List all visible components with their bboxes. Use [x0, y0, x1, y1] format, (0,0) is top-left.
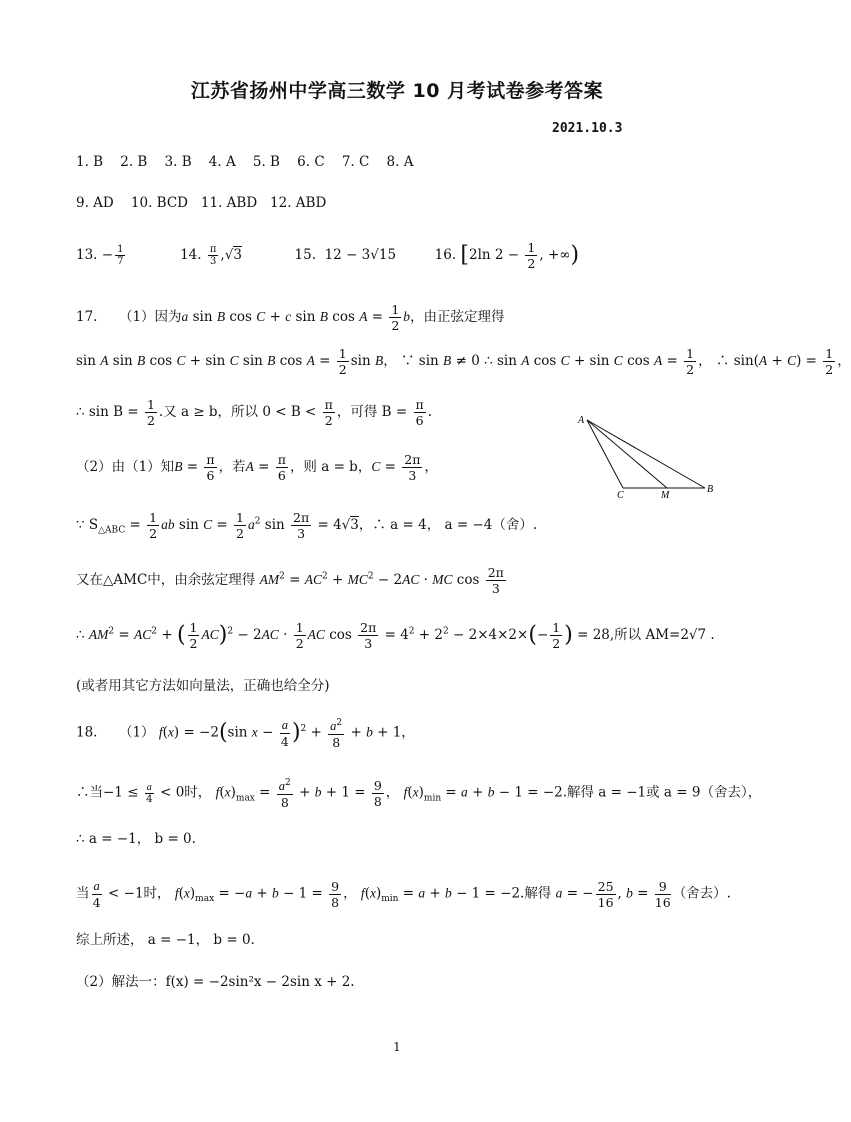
page-title: 江苏省扬州中学高三数学 10 月考试卷参考答案	[190, 80, 604, 102]
q17-again: .又 a ≥ b，所以 0 < B <	[158, 404, 317, 420]
q18-line-1: 18. （1） f(x) = −2(sin x − $\frac{a}{4}$ )$^2$ + $\frac{a^2}{8}$ + b + 1，	[76, 718, 415, 751]
q17-area-tail: ，∴ a = 4， a = −4（舍）.	[358, 517, 538, 533]
q14-answer: $\frac{\pi}{3}$ ,√3	[209, 244, 242, 267]
q17-get: ，可得 B =	[336, 404, 408, 420]
q18-case2-intro: 当	[76, 885, 90, 902]
label-c: C	[617, 490, 624, 501]
answer-item: 1. B	[76, 154, 104, 170]
q18-summary: 综上所述， a = −1， b = 0.	[76, 932, 255, 948]
q18-part1: （1）	[118, 724, 155, 741]
q15-answer: 12 − 3√15	[324, 247, 397, 263]
q13-answer: − $\frac{1}{7}$	[101, 244, 124, 267]
answers-row-3	[76, 240, 579, 271]
q14-label: 14.	[180, 247, 202, 263]
q17-line-1: 17. （1）因为a sin B cos C + c sin B cos A = $\frac{1}{2}$ b，由正弦定理得	[76, 302, 505, 333]
q16-answer: [2ln 2 − $\frac{1}{2}$ , +∞)	[460, 240, 580, 271]
q17-if: ，若	[218, 459, 246, 475]
q16-label: 16.	[434, 247, 457, 263]
answer-item: 12. ABD	[270, 195, 327, 211]
q18-part2-expr: f(x) = −2sin²x − 2sin x + 2.	[165, 974, 355, 990]
answers-row-2	[76, 193, 326, 213]
q18-case1-tail: 时，	[184, 784, 212, 801]
label-b: B	[707, 484, 714, 495]
answer-item: 6. C	[297, 154, 325, 170]
q17-cos-law-intro: 又在△AMC中，由余弦定理得	[76, 572, 256, 588]
q17-part1-intro: （1）因为	[118, 309, 182, 325]
label-a: A	[578, 415, 585, 426]
q18-line-6	[76, 972, 355, 992]
answer-item: 3. B	[164, 154, 192, 170]
q17-label: 17.	[76, 309, 98, 325]
page-number: 1	[393, 1040, 401, 1054]
q15-label: 15.	[294, 247, 316, 263]
date: 2021.10.3	[552, 121, 623, 136]
q18-line-4: 当 $\frac{a}{4}$ < −1时， $f(x)_{max} = -a + b - 1$ = $\frac{9}{8}$ ， $f(x)_{min} = a + b - 1 = -2$.解得 a = − $\frac{25}{16}$ , b = $\frac{9}{16}$ （舍去）.	[76, 878, 731, 910]
answer-item: 7. C	[341, 154, 370, 170]
label-m: M	[661, 490, 670, 501]
q17-line-7: ∴ $AM^2 = AC^2$ + ( $\frac{1}{2}$ AC)$^2$ − 2AC · $\frac{1}{2}$ AC cos $\frac{2\pi}{3}$ = $4^2 + 2^2 - 2\times 4\times 2\times(-$ $\frac{1}{2}$ ) = 28,所以 AM=2√7 .	[76, 620, 715, 651]
q18-result1: ∴ a = −1， b = 0.	[76, 831, 196, 847]
q17-line-4: （2）由（1）知B = $\frac{\pi}{6}$ ，若A = $\frac{\pi}{6}$ ，则 a = b，C = $\frac{2\pi}{3}$ ，	[76, 452, 438, 483]
q17-part2-intro: （2）由（1）知	[76, 459, 175, 475]
answer-item: 5. B	[252, 154, 280, 170]
answer-item: 10. BCD	[130, 195, 189, 211]
q17-then: ，则 a = b，	[289, 459, 372, 475]
q18-case1-solve: .解得 a = −1或 a = 9（舍去），	[562, 784, 762, 801]
q18-label: 18.	[76, 724, 98, 741]
triangle-figure	[575, 410, 725, 500]
q17-part1-tail: ，由正弦定理得	[410, 309, 505, 325]
answer-item: 8. A	[386, 154, 414, 170]
q18-case1-intro: ∴当	[76, 784, 103, 801]
segment-am	[587, 420, 667, 488]
q17-line-3: ∴ sin B = $\frac{1}{2}$ .又 a ≥ b，所以 0 < B < $\frac{\pi}{2}$ ，可得 B = $\frac{\pi}{6}$ .	[76, 397, 433, 428]
q18-case2-tail: 时，	[143, 885, 171, 902]
answers-row-1	[76, 152, 413, 172]
q18-case2-solve: （舍去）.	[672, 885, 731, 902]
q17-line-6: 又在△AMC中，由余弦定理得 $AM^2 = AC^2 + MC^2 - 2AC$ · MC cos $\frac{2\pi}{3}$	[76, 565, 504, 596]
q17-am-result: = 28,所以 AM=2√7 .	[577, 627, 715, 643]
q13-label: 13.	[76, 247, 98, 263]
q18-line-2: ∴当−1 ≤ $\frac{a}{4}$ < 0时， $f(x)_{max}$ = $\frac{a^2}{8}$ + b + 1 = $\frac{9}{8}$ ， $f(x)_{min} = a + b - 1 = -2$.解得 a = −1或 a = 9（舍去），	[76, 777, 762, 811]
answer-item: 2. B	[120, 154, 148, 170]
q17-alt-note: (或者用其它方法如向量法，正确也给全分)	[76, 678, 330, 694]
answer-item: 4. A	[208, 154, 236, 170]
q17-line-2: sin A sin B cos C + sin C sin B cos A = $\frac{1}{2}$ sin B， ∵ sin B ≠ 0 ∴ sin A cos C + sin C cos A = $\frac{1}{2}$ ， ∴ sin(A + C) = $\frac{1}{2}$ ，	[76, 346, 851, 377]
q17-line-5: ∵ $S_{\triangle ABC}$ = $\frac{1}{2}$ ab sin C = $\frac{1}{2}$ $a^2$ sin $\frac{2\pi}{3}$ = 4√3，∴ a = 4， a = −4（舍）.	[76, 510, 538, 541]
answer-item: 11. ABD	[200, 195, 258, 211]
q17-so-sinb: ∴ sin B =	[76, 404, 139, 420]
answer-item: 9. AD	[76, 195, 114, 211]
q18-part2: （2）解法一：	[76, 974, 166, 990]
